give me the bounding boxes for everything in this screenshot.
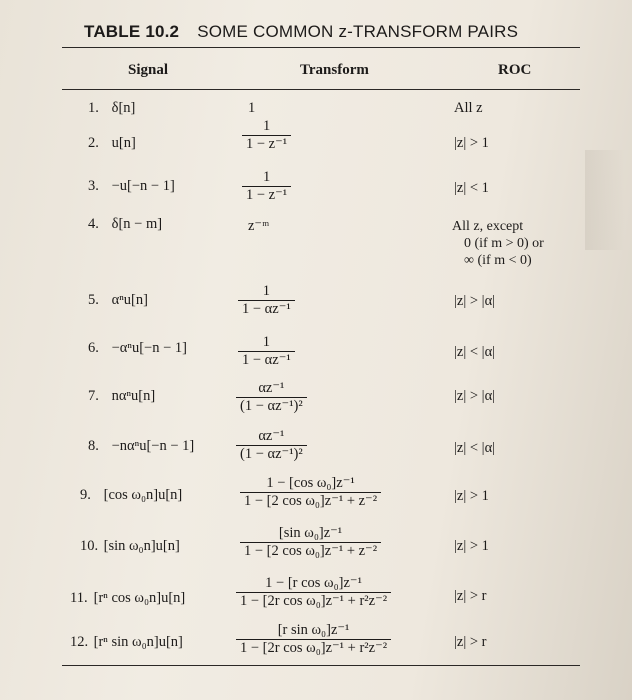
row-12-signal: 12. [rⁿ sin ω₀n]u[n] bbox=[70, 634, 183, 650]
row-9-transform: $\frac{\text{1 − [cos ω₀]z⁻¹}}{\text{1 − [2 cos ω₀]z⁻¹ + z⁻²}}$ bbox=[240, 475, 381, 510]
table-number: TABLE 10.2 bbox=[84, 22, 180, 41]
bottom-rule bbox=[62, 665, 580, 666]
row-8-signal: 8. −nαⁿu[−n − 1] bbox=[88, 438, 195, 454]
row-9-signal: 9. [cos ω₀n]u[n] bbox=[80, 487, 183, 503]
row-2-signal: 2. u[n] bbox=[88, 135, 136, 151]
row-9-index: 9. bbox=[80, 487, 91, 503]
row-1-transform: 1 bbox=[248, 100, 256, 116]
header-rule bbox=[62, 89, 580, 90]
header-transform: Transform bbox=[300, 62, 369, 78]
row-3-transform: $\frac{1}{\text{1 − z⁻¹}}$ bbox=[242, 169, 291, 204]
row-3-index: 3. bbox=[88, 178, 99, 194]
row-8-roc: |z| < |α| bbox=[454, 440, 496, 456]
row-4-index: 4. bbox=[88, 216, 99, 232]
top-rule bbox=[62, 47, 580, 48]
row-2-roc: |z| > 1 bbox=[454, 135, 489, 151]
row-12-roc: |z| > r bbox=[454, 634, 487, 650]
row-1-signal: 1. δ[n] bbox=[88, 100, 136, 116]
row-3-roc: |z| < 1 bbox=[454, 180, 489, 196]
row-10-signal: 10. [sin ω₀n]u[n] bbox=[80, 538, 180, 554]
row-9-roc: |z| > 1 bbox=[454, 488, 489, 504]
row-11-signal: 11. [rⁿ cos ω₀n]u[n] bbox=[70, 590, 186, 606]
row-12-transform: $\frac{\text{[r sin ω₀]z⁻¹}}{\text{1 − [2r cos ω₀]z⁻¹ + r²z⁻²}}$ bbox=[236, 622, 391, 657]
row-4-roc bbox=[452, 218, 544, 269]
row-1-index: 1. bbox=[88, 100, 99, 116]
row-4-roc-line-2: 0 (if m > 0) or bbox=[464, 236, 544, 251]
table-caption bbox=[84, 22, 518, 42]
row-7-transform: $\frac{\text{αz⁻¹}}{\text{(1 − αz⁻¹)²}}$ bbox=[236, 380, 307, 415]
row-12-index: 12. bbox=[70, 634, 89, 650]
row-3-signal: 3. −u[−n − 1] bbox=[88, 178, 175, 194]
row-10-transform: $\frac{\text{[sin ω₀]z⁻¹}}{\text{1 − [2 cos ω₀]z⁻¹ + z⁻²}}$ bbox=[240, 525, 381, 560]
row-11-transform: $\frac{\text{1 − [r cos ω₀]z⁻¹}}{\text{1 − [2r cos ω₀]z⁻¹ + r²z⁻²}}$ bbox=[236, 575, 391, 610]
page-edge-shadow bbox=[585, 150, 625, 250]
row-1-roc: All z bbox=[454, 100, 483, 116]
row-10-roc: |z| > 1 bbox=[454, 538, 489, 554]
row-7-roc: |z| > |α| bbox=[454, 388, 496, 404]
row-8-transform: $\frac{\text{αz⁻¹}}{\text{(1 − αz⁻¹)²}}$ bbox=[236, 428, 307, 463]
row-11-index: 11. bbox=[70, 590, 88, 606]
row-5-signal: 5. αⁿu[n] bbox=[88, 292, 148, 308]
row-2-transform: $\frac{1}{\text{1 − z⁻¹}}$ bbox=[242, 118, 291, 153]
row-6-roc: |z| < |α| bbox=[454, 344, 496, 360]
row-4-roc-line-3: ∞ (if m < 0) bbox=[464, 253, 532, 268]
row-4-transform: z⁻ᵐ bbox=[248, 218, 270, 234]
row-4-signal: 4. δ[n − m] bbox=[88, 216, 163, 232]
row-11-roc: |z| > r bbox=[454, 588, 487, 604]
row-6-transform: $\frac{1}{\text{1 − αz⁻¹}}$ bbox=[238, 334, 295, 369]
row-7-index: 7. bbox=[88, 388, 99, 404]
row-5-roc: |z| > |α| bbox=[454, 293, 496, 309]
row-7-signal: 7. nαⁿu[n] bbox=[88, 388, 156, 404]
row-6-index: 6. bbox=[88, 340, 99, 356]
header-roc: ROC bbox=[498, 62, 532, 78]
row-5-index: 5. bbox=[88, 292, 99, 308]
row-10-index: 10. bbox=[80, 538, 99, 554]
table-title: SOME COMMON z-TRANSFORM PAIRS bbox=[197, 22, 519, 41]
row-2-index: 2. bbox=[88, 135, 99, 151]
row-6-signal: 6. −αⁿu[−n − 1] bbox=[88, 340, 187, 356]
row-8-index: 8. bbox=[88, 438, 99, 454]
row-4-roc-line-1: All z, except bbox=[452, 219, 524, 234]
row-5-transform: $\frac{1}{\text{1 − αz⁻¹}}$ bbox=[238, 283, 295, 318]
header-signal: Signal bbox=[128, 62, 169, 78]
